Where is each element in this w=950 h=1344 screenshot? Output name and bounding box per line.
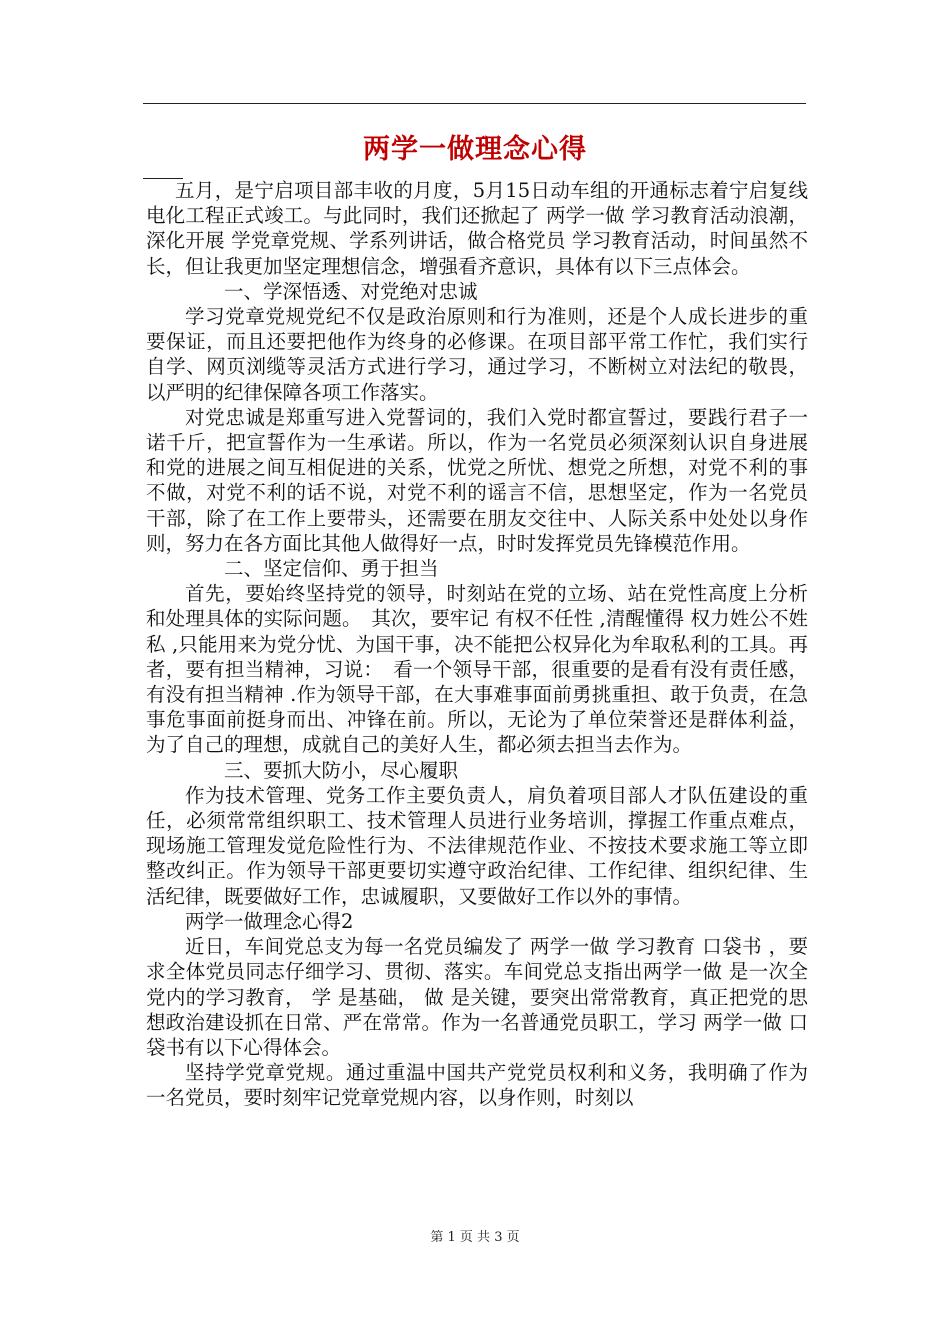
intro-paragraph: 五月，是宁启项目部丰收的月度，5月15日动车组的开通标志着宁启复线电化工程正式竣工。与此同时，我们还掀起了 两学一做 学习教育活动浪潮，深化开展 学党章党规、学系列讲话，做合格党员 学习教育活动，时间虽然不长，但让我更加坚定理想信念，增强看齐意识，具体有以下三点体会。	[146, 179, 808, 278]
article-2-subtitle: 两学一做理念心得2	[185, 909, 354, 933]
body-paragraph: 坚持学党章党规。通过重温中国共产党党员权利和义务，我明确了作为一名党员，要时刻牢记党章党规内容，以身作则，时刻以	[146, 1061, 808, 1110]
section-heading-2: 二、坚定信仰、勇于担当	[224, 557, 439, 581]
header-rule	[143, 103, 806, 104]
section-heading-3: 三、要抓大防小，尽心履职	[224, 758, 459, 782]
body-paragraph: 作为技术管理、党务工作主要负责人，肩负着项目部人才队伍建设的重任，必须常常组织职工、技术管理人员进行业务培训，撑握工作重点难点，现场施工管理发觉危险性行为、不法律规范作业、不按技术要求施工等立即整改纠正。作为领导干部更要切实遵守政治纪律、工作纪律、组织纪律、生活纪律，既要做好工作，忠诚履职，又要做好工作以外的事情。	[146, 783, 808, 908]
body-paragraph: 对党忠诚是郑重写进入党誓词的，我们入党时都宣誓过，要践行君子一诺千斤，把宣誓作为一生承诺。所以，作为一名党员必须深刻认识自身进展和党的进展之间互相促进的关系，忧党之所忧、想党之所想，对党不利的事不做，对党不利的话不说，对党不利的谣言不信，思想坚定，作为一名党员干部，除了在工作上要带头，还需要在朋友交往中、人际关系中处处以身作则，努力在各方面比其他人做得好一点，时时发挥党员先锋模范作用。	[146, 405, 808, 555]
page-footer: 第 1 页 共 3 页	[430, 1230, 520, 1245]
body-paragraph: 首先，要始终坚持党的领导，时刻站在党的立场、站在党性高度上分析和处理具体的实际问题。 其次，要牢记 有权不任性 ,清醒懂得 权力姓公不姓私 ,只能用来为党分忧、为国干事，决不能把公权异化为牟取私利的工具。再者，要有担当精神，习说： 看一个领导干部，很重要的是看有没有责任感，有没有担当精神 .作为领导干部，在大事难事面前勇挑重担、敢于负责，在急事危事面前挺身而出、冲锋在前。所以，无论为了单位荣誉还是群体利益，为了自己的理想，成就自己的美好人生，都必须去担当去作为。	[146, 582, 808, 757]
section-heading-1: 一、学深悟透、对党绝对忠诚	[224, 279, 478, 303]
document-title: 两学一做理念心得	[363, 134, 587, 165]
document-body	[146, 178, 808, 1111]
body-paragraph: 近日，车间党总支为每一名党员编发了 两学一做 学习教育 口袋书 ，要求全体党员同志仔细学习、贯彻、落实。车间党总支指出两学一做 是一次全党内的学习教育， 学 是基础， 做 是关键，要突出常常教育，真正把党的思想政治建设抓在日常、严在常常。作为一名普通党员职工，学习 两学一做 口袋书有以下心得体会。	[146, 935, 808, 1059]
body-paragraph: 学习党章党规党纪不仅是政治原则和行为准则，还是个人成长进步的重要保证，而且还要把他作为终身的必修课。在项目部平常工作忙，我们实行自学、网页浏缆等灵活方式进行学习，通过学习，不断树立对法纪的敬畏，以严明的纪律保障各项工作落实。	[146, 305, 808, 404]
